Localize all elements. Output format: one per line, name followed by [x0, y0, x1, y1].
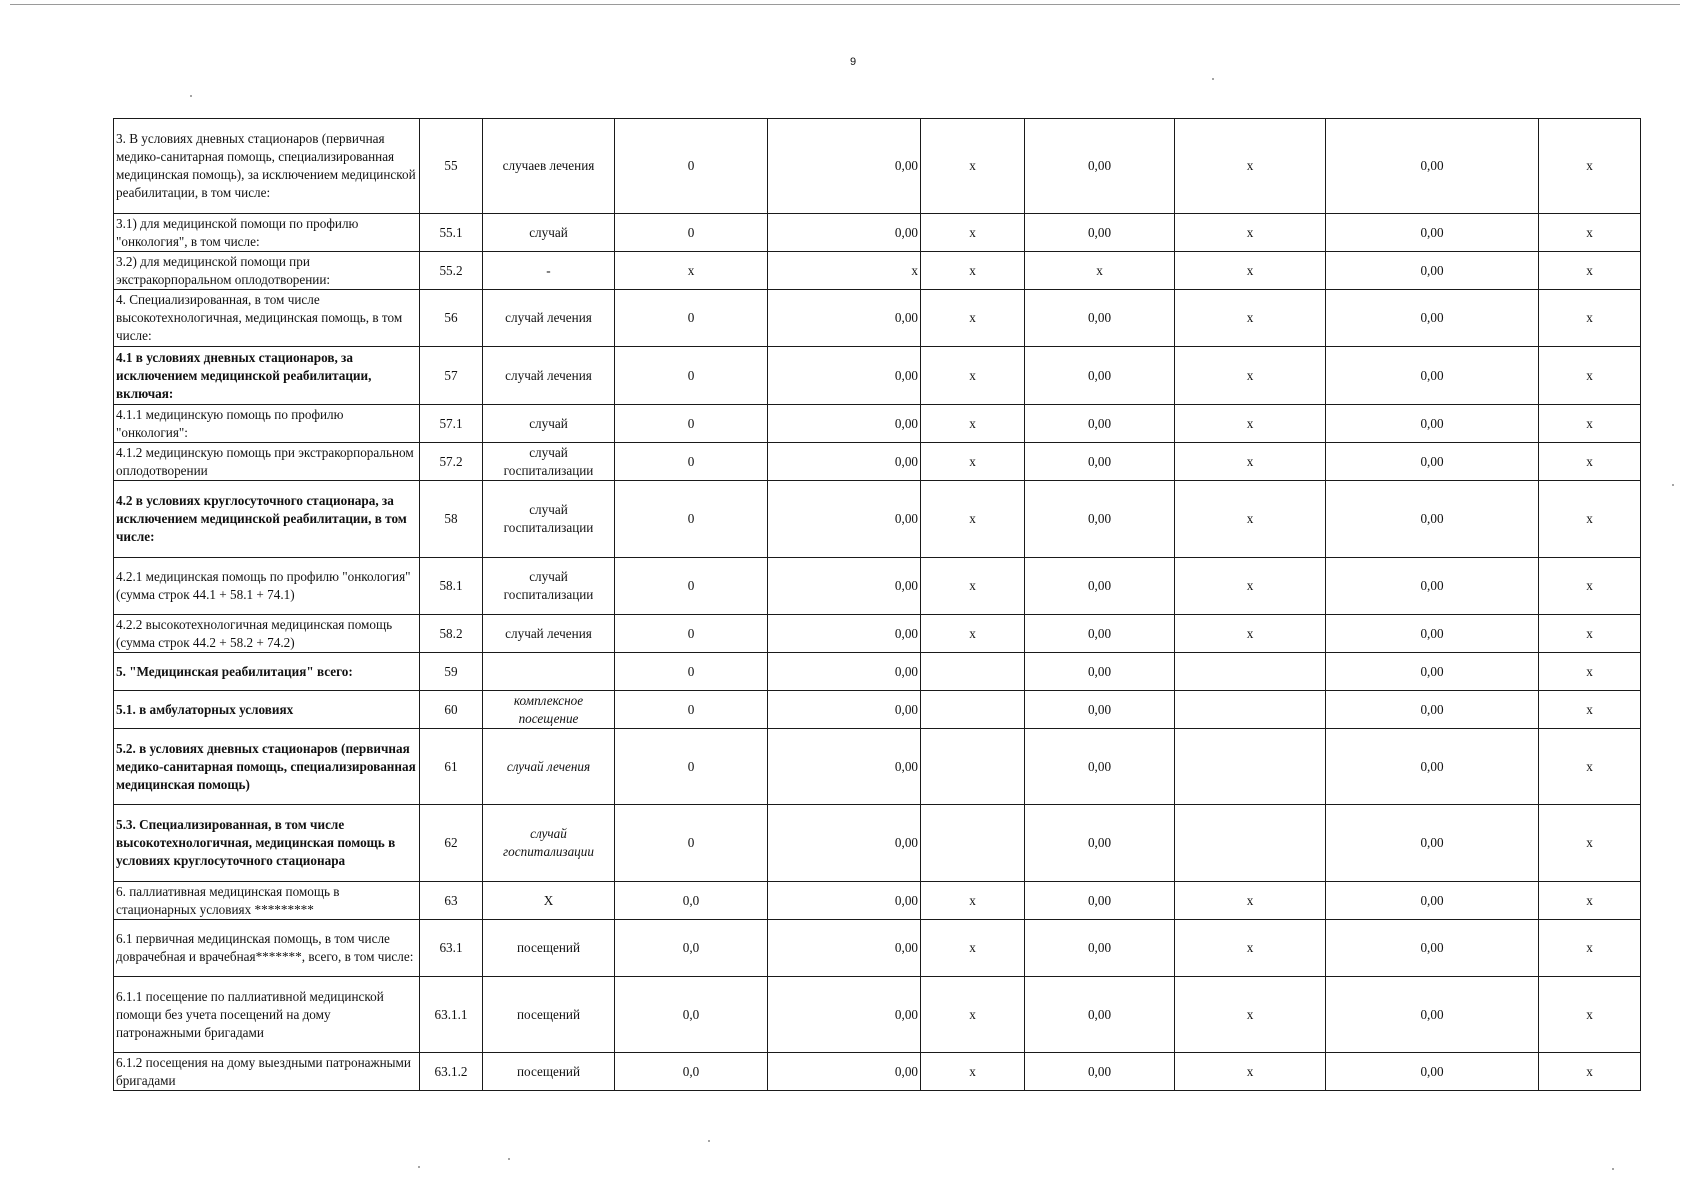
cell-c7: x [1175, 1053, 1326, 1091]
cell-c5 [921, 805, 1025, 882]
cell-c6: 0,00 [1025, 290, 1175, 347]
cell-c9: x [1539, 214, 1641, 252]
cell-unit: случай госпитализации [483, 805, 615, 882]
cell-code: 62 [420, 805, 483, 882]
scan-speck [708, 1140, 710, 1142]
cell-c4: 0,00 [768, 691, 921, 729]
cell-c7: x [1175, 252, 1326, 290]
table-row [114, 405, 1641, 443]
cell-c7: x [1175, 119, 1326, 214]
cell-c5: x [921, 558, 1025, 615]
cell-c3: 0 [615, 615, 768, 653]
cell-c4: 0,00 [768, 977, 921, 1053]
cell-c4: 0,00 [768, 615, 921, 653]
cell-unit: случай лечения [483, 615, 615, 653]
cell-c7: x [1175, 920, 1326, 977]
cell-c7: x [1175, 347, 1326, 405]
cell-c8: 0,00 [1326, 1053, 1539, 1091]
table-row [114, 805, 1641, 882]
cell-c5: x [921, 977, 1025, 1053]
cell-unit: случай лечения [483, 729, 615, 805]
scan-speck [1212, 78, 1214, 80]
cell-code: 63 [420, 882, 483, 920]
cell-c8: 0,00 [1326, 691, 1539, 729]
cell-c7 [1175, 805, 1326, 882]
cell-c8: 0,00 [1326, 443, 1539, 481]
cell-c3: 0,0 [615, 1053, 768, 1091]
cell-c4: 0,00 [768, 443, 921, 481]
cell-c8: 0,00 [1326, 729, 1539, 805]
cell-c6: 0,00 [1025, 214, 1175, 252]
cell-c9: x [1539, 977, 1641, 1053]
cell-c4: 0,00 [768, 920, 921, 977]
cell-c4: 0,00 [768, 481, 921, 558]
cell-name: 6. паллиативная медицинская помощь в стационарных условиях ********* [114, 882, 420, 920]
cell-c6: 0,00 [1025, 977, 1175, 1053]
cell-c3: 0,0 [615, 977, 768, 1053]
cell-name: 4.2.2 высокотехнологичная медицинская помощь (сумма строк 44.2 + 58.2 + 74.2) [114, 615, 420, 653]
cell-c5: x [921, 481, 1025, 558]
cell-c4: 0,00 [768, 882, 921, 920]
table-row [114, 443, 1641, 481]
cell-c3: 0 [615, 729, 768, 805]
cell-name: 3. В условиях дневных стационаров (первичная медико-санитарная помощь, специализированная медицинская помощь), за исключением медицинской реабилитации, в том числе: [114, 119, 420, 214]
cell-c4: 0,00 [768, 729, 921, 805]
cell-c9: x [1539, 405, 1641, 443]
cell-unit [483, 653, 615, 691]
cell-c8: 0,00 [1326, 214, 1539, 252]
cell-c6: 0,00 [1025, 729, 1175, 805]
scan-speck [418, 1166, 420, 1168]
cell-c9: x [1539, 347, 1641, 405]
cell-c9: x [1539, 290, 1641, 347]
cell-name: 5.1. в амбулаторных условиях [114, 691, 420, 729]
cell-name: 6.1 первичная медицинская помощь, в том числе доврачебная и врачебная*******, всего, в том числе: [114, 920, 420, 977]
cell-c3: 0 [615, 119, 768, 214]
cell-c5: x [921, 347, 1025, 405]
table-row [114, 729, 1641, 805]
cell-c4: 0,00 [768, 1053, 921, 1091]
cell-c9: x [1539, 1053, 1641, 1091]
cell-code: 57 [420, 347, 483, 405]
cell-c8: 0,00 [1326, 558, 1539, 615]
table-row [114, 1053, 1641, 1091]
cell-unit: случай [483, 405, 615, 443]
cell-c6: x [1025, 252, 1175, 290]
cell-code: 58.2 [420, 615, 483, 653]
cell-name: 5. "Медицинская реабилитация" всего: [114, 653, 420, 691]
cell-c7: x [1175, 405, 1326, 443]
scan-speck [1612, 1168, 1614, 1170]
cell-c4: 0,00 [768, 653, 921, 691]
cell-unit: посещений [483, 920, 615, 977]
cell-c5: x [921, 405, 1025, 443]
cell-c7: x [1175, 558, 1326, 615]
cell-c3: 0 [615, 653, 768, 691]
cell-unit: случай [483, 214, 615, 252]
cell-c9: x [1539, 615, 1641, 653]
cell-name: 3.1) для медицинской помощи по профилю "онкология", в том числе: [114, 214, 420, 252]
cell-code: 55.2 [420, 252, 483, 290]
cell-c5: x [921, 1053, 1025, 1091]
cell-c4: 0,00 [768, 347, 921, 405]
scan-speck [508, 1158, 510, 1160]
cell-unit: посещений [483, 977, 615, 1053]
cell-c9: x [1539, 252, 1641, 290]
cell-code: 59 [420, 653, 483, 691]
cell-c7 [1175, 691, 1326, 729]
cell-unit: комплексное посещение [483, 691, 615, 729]
table-row [114, 214, 1641, 252]
cell-c8: 0,00 [1326, 119, 1539, 214]
cell-c3: 0 [615, 214, 768, 252]
cell-c8: 0,00 [1326, 252, 1539, 290]
data-table [113, 118, 1641, 1091]
cell-c5: x [921, 920, 1025, 977]
cell-c3: x [615, 252, 768, 290]
cell-c8: 0,00 [1326, 882, 1539, 920]
cell-c5: x [921, 252, 1025, 290]
cell-c8: 0,00 [1326, 405, 1539, 443]
cell-unit: посещений [483, 1053, 615, 1091]
cell-c3: 0 [615, 443, 768, 481]
cell-unit: случай госпитализации [483, 443, 615, 481]
cell-code: 55.1 [420, 214, 483, 252]
cell-c8: 0,00 [1326, 653, 1539, 691]
table-row [114, 653, 1641, 691]
cell-c8: 0,00 [1326, 977, 1539, 1053]
cell-c6: 0,00 [1025, 805, 1175, 882]
cell-c3: 0 [615, 290, 768, 347]
cell-code: 63.1.2 [420, 1053, 483, 1091]
table-row [114, 882, 1641, 920]
cell-name: 6.1.2 посещения на дому выездными патронажными бригадами [114, 1053, 420, 1091]
cell-c7 [1175, 729, 1326, 805]
table-row [114, 691, 1641, 729]
cell-c7 [1175, 653, 1326, 691]
cell-code: 56 [420, 290, 483, 347]
cell-c6: 0,00 [1025, 653, 1175, 691]
cell-unit: случай госпитализации [483, 558, 615, 615]
table-row [114, 119, 1641, 214]
cell-name: 3.2) для медицинской помощи при экстракорпоральном оплодотворении: [114, 252, 420, 290]
cell-c9: x [1539, 691, 1641, 729]
cell-c6: 0,00 [1025, 481, 1175, 558]
cell-c9: x [1539, 729, 1641, 805]
cell-c7: x [1175, 214, 1326, 252]
cell-c5: x [921, 119, 1025, 214]
cell-c9: x [1539, 558, 1641, 615]
cell-c6: 0,00 [1025, 882, 1175, 920]
cell-name: 6.1.1 посещение по паллиативной медицинской помощи без учета посещений на дому патронажными бригадами [114, 977, 420, 1053]
cell-c8: 0,00 [1326, 615, 1539, 653]
cell-name: 4. Специализированная, в том числе высокотехнологичная, медицинская помощь, в том числе: [114, 290, 420, 347]
scan-speck [190, 95, 192, 97]
cell-c5: x [921, 214, 1025, 252]
cell-c4: 0,00 [768, 119, 921, 214]
cell-c8: 0,00 [1326, 347, 1539, 405]
cell-c3: 0,0 [615, 920, 768, 977]
table-row [114, 481, 1641, 558]
cell-c7: x [1175, 882, 1326, 920]
cell-c8: 0,00 [1326, 481, 1539, 558]
cell-code: 63.1 [420, 920, 483, 977]
cell-c7: x [1175, 615, 1326, 653]
cell-name: 4.1.2 медицинскую помощь при экстракорпоральном оплодотворении [114, 443, 420, 481]
cell-c6: 0,00 [1025, 920, 1175, 977]
cell-c3: 0,0 [615, 882, 768, 920]
cell-unit: - [483, 252, 615, 290]
cell-c9: x [1539, 119, 1641, 214]
cell-c9: x [1539, 481, 1641, 558]
scan-speck [1672, 484, 1674, 486]
cell-name: 5.2. в условиях дневных стационаров (первичная медико-санитарная помощь, специализированная медицинская помощь) [114, 729, 420, 805]
cell-c4: 0,00 [768, 805, 921, 882]
cell-unit: X [483, 882, 615, 920]
table-row [114, 290, 1641, 347]
cell-c3: 0 [615, 481, 768, 558]
cell-code: 55 [420, 119, 483, 214]
cell-c6: 0,00 [1025, 615, 1175, 653]
cell-c6: 0,00 [1025, 1053, 1175, 1091]
cell-c7: x [1175, 443, 1326, 481]
cell-c4: 0,00 [768, 290, 921, 347]
table-row [114, 252, 1641, 290]
cell-code: 63.1.1 [420, 977, 483, 1053]
cell-c4: 0,00 [768, 558, 921, 615]
cell-c8: 0,00 [1326, 920, 1539, 977]
cell-c7: x [1175, 290, 1326, 347]
cell-c8: 0,00 [1326, 290, 1539, 347]
cell-c9: x [1539, 653, 1641, 691]
cell-c9: x [1539, 443, 1641, 481]
cell-code: 60 [420, 691, 483, 729]
cell-unit: случай госпитализации [483, 481, 615, 558]
cell-c5: x [921, 290, 1025, 347]
cell-c3: 0 [615, 405, 768, 443]
cell-c6: 0,00 [1025, 347, 1175, 405]
cell-c6: 0,00 [1025, 405, 1175, 443]
cell-code: 57.2 [420, 443, 483, 481]
cell-c3: 0 [615, 691, 768, 729]
table-row [114, 347, 1641, 405]
cell-c5 [921, 653, 1025, 691]
table-body [114, 119, 1641, 1091]
cell-c5: x [921, 443, 1025, 481]
cell-c4: x [768, 252, 921, 290]
cell-c7: x [1175, 977, 1326, 1053]
cell-code: 61 [420, 729, 483, 805]
cell-c5: x [921, 615, 1025, 653]
table-row [114, 558, 1641, 615]
cell-unit: случай лечения [483, 347, 615, 405]
cell-c9: x [1539, 805, 1641, 882]
cell-name: 4.2 в условиях круглосуточного стационара, за исключением медицинской реабилитации, в том числе: [114, 481, 420, 558]
cell-c4: 0,00 [768, 405, 921, 443]
cell-c4: 0,00 [768, 214, 921, 252]
cell-code: 57.1 [420, 405, 483, 443]
cell-c5: x [921, 882, 1025, 920]
cell-c5 [921, 691, 1025, 729]
cell-c7: x [1175, 481, 1326, 558]
cell-unit: случаев лечения [483, 119, 615, 214]
cell-c6: 0,00 [1025, 558, 1175, 615]
table-row [114, 615, 1641, 653]
cell-code: 58.1 [420, 558, 483, 615]
cell-c6: 0,00 [1025, 691, 1175, 729]
cell-unit: случай лечения [483, 290, 615, 347]
cell-name: 4.1 в условиях дневных стационаров, за исключением медицинской реабилитации, включая: [114, 347, 420, 405]
cell-c6: 0,00 [1025, 119, 1175, 214]
cell-name: 4.2.1 медицинская помощь по профилю "онкология" (сумма строк 44.1 + 58.1 + 74.1) [114, 558, 420, 615]
scan-edge-line [10, 4, 1680, 5]
cell-c5 [921, 729, 1025, 805]
cell-c8: 0,00 [1326, 805, 1539, 882]
cell-name: 5.3. Специализированная, в том числе высокотехнологичная, медицинская помощь в условиях круглосуточного стационара [114, 805, 420, 882]
cell-code: 58 [420, 481, 483, 558]
cell-c3: 0 [615, 805, 768, 882]
cell-c9: x [1539, 920, 1641, 977]
cell-c3: 0 [615, 347, 768, 405]
table-row [114, 977, 1641, 1053]
cell-c3: 0 [615, 558, 768, 615]
page-number: 9 [850, 56, 857, 68]
cell-c9: x [1539, 882, 1641, 920]
table-row [114, 920, 1641, 977]
cell-c6: 0,00 [1025, 443, 1175, 481]
cell-name: 4.1.1 медицинскую помощь по профилю "онкология": [114, 405, 420, 443]
